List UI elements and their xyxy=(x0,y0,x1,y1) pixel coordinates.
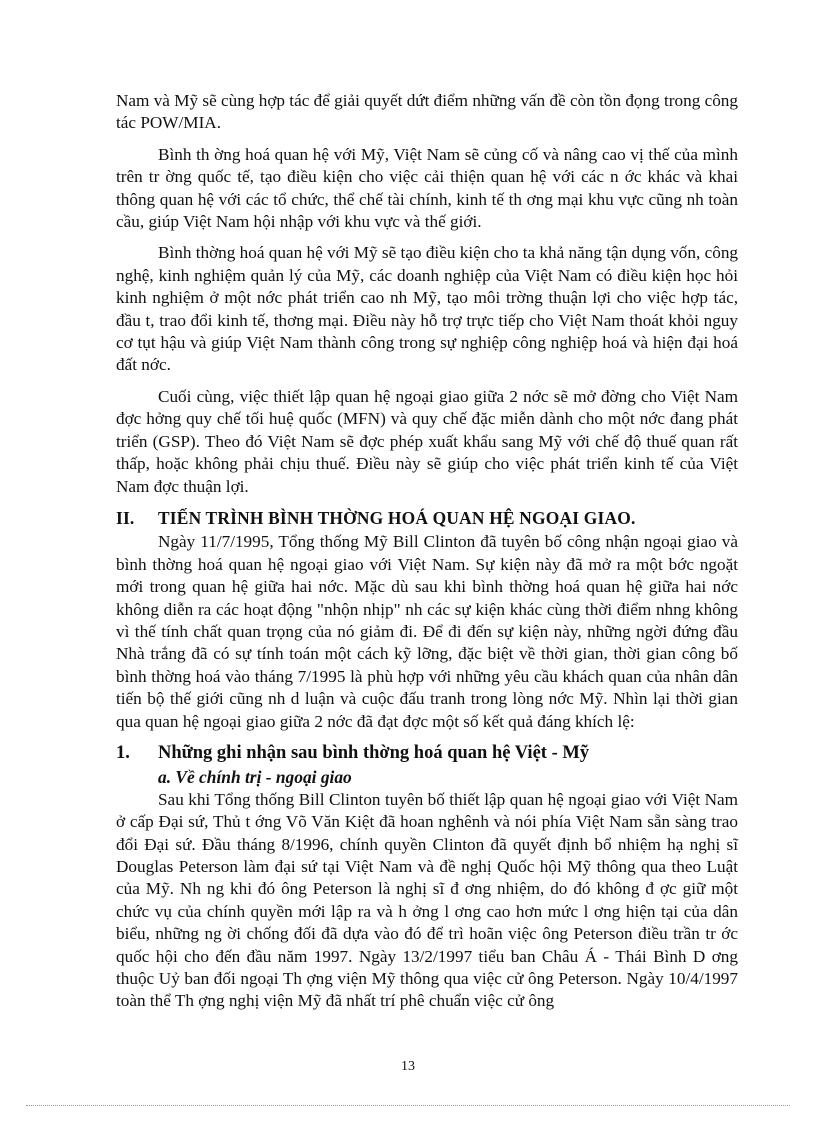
paragraph-continuation: Nam và Mỹ sẽ cùng hợp tác để giải quyết dứt điểm những vấn đề còn tồn đọng trong công tác POW/MIA. xyxy=(116,91,738,133)
subsection-number: 1. xyxy=(116,742,130,763)
paragraph-section-intro: Ngày 11/7/1995, Tổng thống Mỹ Bill Clinton đã tuyên bố công nhận ngoại giao và bình thờng hoá quan hệ ngoại giao với Việt Nam. Sự kiện này đã mở ra một bớc ngoặt mới trong quan hệ giữa hai nớc. Mặc dù sau khi bình thờng hoá quan hệ giữa hai nớc không diễn ra các hoạt động "nhộn nhịp" nh các sự kiện khác cùng thời điểm nhng không vì thế tính chất quan trọng của nó giảm đi. Để đi đến sự kiện này, những ngời đứng đầu Nhà trắng đã có sự tính toán một cách kỹ lỡng, đặc biệt về thời gian, thời gian công bố bình thờng hoá vào tháng 7/1995 là phù hợp với những yêu cầu khách quan của nhân dân tiến bộ thế giới cũng nh d luận và cuộc đấu tranh trong lòng nớc Mỹ. Nhìn lại thời gian qua quan hệ ngoại giao giữa 2 nớc đã đạt đợc một số kết quả đáng khích lệ: xyxy=(116,532,738,731)
subsection-title: Những ghi nhận sau bình thờng hoá quan hệ Việt - Mỹ xyxy=(158,742,590,763)
subsubsection-heading: a. Về chính trị - ngoại giao xyxy=(158,767,352,788)
paragraph-politics-diplomacy: Sau khi Tổng thống Bill Clinton tuyên bố thiết lập quan hệ ngoại giao với Việt Nam ở cấp Đại sứ, Thủ t ớng Võ Văn Kiệt đã hoan nghênh và nói phía Việt Nam sẵn sàng trao đổi Đại sứ. Đầu tháng 8/1996, chính quyền Clinton đã quyết định bổ nhiệm hạ nghị sĩ Douglas Peterson làm đại sứ tại Việt Nam và đề nghị Quốc hội Mỹ thông qua theo Luật của Mỹ. Nh ng khi đó ông Peterson là nghị sĩ đ ơng nhiệm, do đó không đ ợc giữ một chức vụ của chính quyền mới lập ra và h ởng l ơng cao hơn mức l ơng hiện tại của dân biểu, những ng ời chống đối đã dựa vào đó để trì hoãn việc ông Peterson điều trần tr ớc quốc hội cho đến đầu năm 1997. Ngày 13/2/1997 tiểu ban Châu Á - Thái Bình D ơng thuộc Uỷ ban đối ngoại Th ợng viện Mỹ thông qua việc cử ông Peterson. Ngày 10/4/1997 toàn thể Th ợng nghị viện Mỹ đã nhất trí phê chuẩn việc cử ông xyxy=(116,789,738,1011)
subsection-heading xyxy=(116,742,738,764)
paragraph-normalization-position: Bình th ờng hoá quan hệ với Mỹ, Việt Nam sẽ củng cố và nâng cao vị thế của mình trên tr ờng quốc tế, tạo điều kiện cho việc cải thiện quan hệ với các n ớc khác và khai thông quan hệ với các tổ chức, thể chế tài chính, kinh tế th ơng mại khu vực cũng nh toàn cầu, giúp Việt Nam hội nhập với khu vực và thế giới. xyxy=(116,144,738,232)
page-number: 13 xyxy=(401,1059,415,1074)
section-number: II. xyxy=(116,507,135,528)
section-title: TIẾN TRÌNH BÌNH THỜNG HOÁ QUAN HỆ NGOẠI GIAO. xyxy=(158,507,636,528)
page-body xyxy=(116,90,738,1013)
paragraph-normalization-mfn: Cuối cùng, việc thiết lập quan hệ ngoại giao giữa 2 nớc sẽ mở đờng cho Việt Nam đợc hởng quy chế tối huệ quốc (MFN) và quy chế đặc miễn dành cho một nớc đang phát triển (GSP). Theo đó Việt Nam sẽ đợc phép xuất khẩu sang Mỹ với chế độ thuế quan rất thấp, hoặc không phải chịu thuế. Điều này sẽ giúp cho việc phát triển kinh tế của Việt Nam đợc thuận lợi. xyxy=(116,386,738,496)
paragraph-normalization-capital: Bình thờng hoá quan hệ với Mỹ sẽ tạo điều kiện cho ta khả năng tận dụng vốn, công nghệ, kinh nghiệm quản lý của Mỹ, các doanh nghiệp của Việt Nam có điều kiện học hỏi kinh nghiệm ở một nớc phát triển cao nh Mỹ, tạo môi trờng thuận lợi cho việc hợp tác, đầu t, trao đổi kinh tế, thơng mại. Điều này hỗ trợ trực tiếp cho Việt Nam thoát khỏi nguy cơ tụt hậu và giúp Việt Nam thành công trong sự nghiệp công nghiệp hoá và hiện đại hoá đất nớc. xyxy=(116,243,739,375)
section-heading xyxy=(116,507,738,529)
footer-divider xyxy=(26,1105,790,1106)
